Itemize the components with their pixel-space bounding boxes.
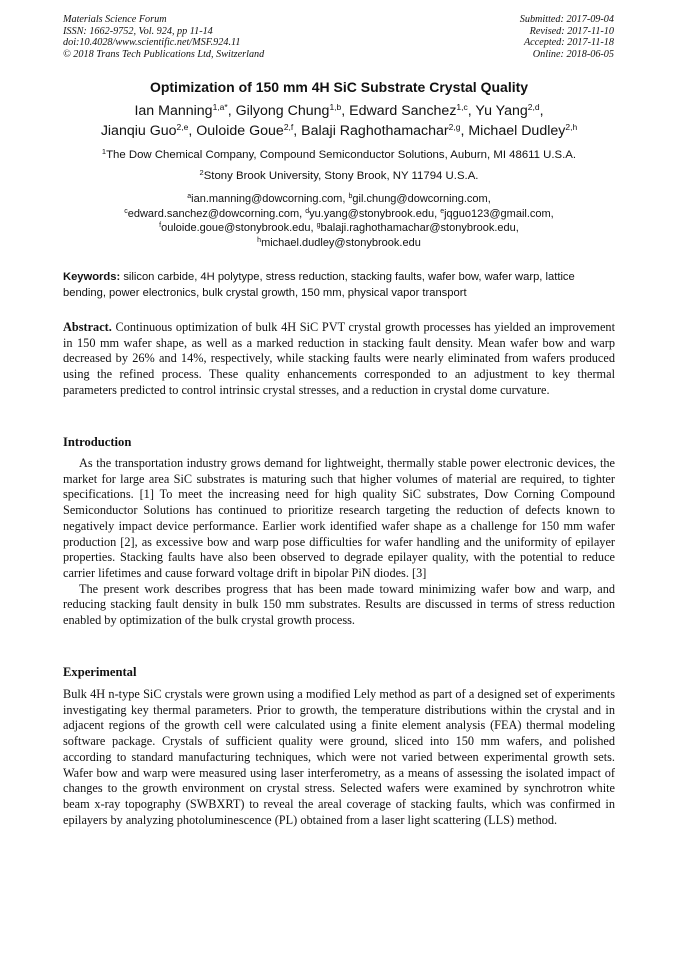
introduction-body bbox=[63, 456, 615, 629]
email-address[interactable]: michael.dudley@stonybrook.edu bbox=[261, 236, 421, 249]
affiliation-text: The Dow Chemical Company, Compound Semiconductor Solutions, Auburn, MI 48611 U.S.A. bbox=[106, 149, 577, 161]
accepted-date: Accepted: 2017-11-18 bbox=[523, 37, 614, 49]
email-address[interactable]: yu.yang@stonybrook.edu bbox=[309, 207, 435, 220]
email-address[interactable]: balaji.raghothamachar@stonybrook.edu bbox=[320, 222, 516, 234]
author-affiliation-mark: 2,d bbox=[527, 102, 540, 112]
submitted-date: Submitted: 2017-09-04 bbox=[519, 14, 614, 25]
email-mark: a bbox=[187, 193, 192, 200]
paper-title: Optimization of 150 mm 4H SiC Substrate Crystal Quality bbox=[149, 79, 529, 95]
revised-date: Revised: 2017-11-10 bbox=[529, 25, 614, 37]
author-affiliation-mark: 2,g bbox=[448, 122, 461, 132]
introduction-heading: Introduction bbox=[63, 435, 132, 449]
author-name: Yu Yang bbox=[475, 103, 528, 119]
email-mark: b bbox=[348, 193, 353, 200]
email-mark: d bbox=[305, 207, 310, 215]
email-mark: c bbox=[124, 207, 128, 215]
author-affiliation-mark: 1,c bbox=[456, 102, 468, 112]
author-affiliation-mark: 2,f bbox=[283, 122, 294, 132]
online-date: Online: 2018-06-05 bbox=[532, 48, 614, 60]
abstract-label: Abstract. bbox=[63, 320, 112, 334]
affiliation-1 bbox=[0, 149, 678, 161]
paragraph: The present work describes progress that has been made toward minimizing wafer bow and warp, and reducing stacking fault density in bulk 150 mm substrates. Results are discussed in terms of stress reduction enabled by optimization of the bulk crystal growth process. bbox=[63, 581, 615, 628]
copyright-line: © 2018 Trans Tech Publications Ltd, Switzerland bbox=[63, 48, 265, 60]
email-mark: e bbox=[440, 207, 445, 215]
keywords bbox=[63, 270, 616, 301]
email-list: $^a$ian.manning@dowcorning.com, $^b$gil.chung@dowcorning.com, $^c$edward.sanchez@dowcorning.com, $^d$yu.yang@stonybrook.edu, $^e$jqguo123@gmail.com, $^f$ouloide.goue@stonybrook.edu, $^g$balaji.raghothamachar@stonybrook.edu, $^h$michael.dudley@stonybrook.edu bbox=[124, 193, 554, 249]
author-affiliation-mark: 1,a* bbox=[212, 102, 228, 112]
author-name: Michael Dudley bbox=[468, 123, 566, 139]
author-list: Ian Manning$^{1,a*}$, Gilyong Chung$^{1,b}$, Edward Sanchez$^{1,c}$, Yu Yang$^{2,d}$, Jianqiu Guo$^{2,e}$, Ouloide Goue$^{2,f}$, Balaji Raghothamachar$^{2,g}$, Michael Dudley$^{2,h}$ bbox=[100, 102, 578, 139]
doi-line: doi:10.4028/www.scientific.net/MSF.924.11 bbox=[63, 37, 241, 49]
author-name: Gilyong Chung bbox=[235, 103, 330, 119]
keywords-text: silicon carbide, 4H polytype, stress reduction, stacking faults, wafer bow, wafer warp, lattice bending, power electronics, bulk crystal growth, 150 mm, physical vapor transport bbox=[63, 271, 575, 299]
abstract-text: Continuous optimization of bulk 4H SiC PVT crystal growth processes has yielded an improvement in 150 mm wafer shape, as well as a marked reduction in stacking fault density. Mean wafer bow and warp decreased by 26% and 14%, respectively, while stacking faults were nearly eliminated from wafers produced using the refined process. These quality enhancements corresponded to an adjustment to key thermal parameters predicted to control intrinsic crystal stresses, and a reduction in crystal dome curvature. bbox=[63, 320, 615, 397]
affiliation-text: Stony Brook University, Stony Brook, NY 11794 U.S.A. bbox=[203, 170, 479, 182]
keywords-label: Keywords: bbox=[63, 271, 121, 283]
email-mark: g bbox=[316, 222, 321, 229]
journal-name: Materials Science Forum bbox=[63, 14, 167, 25]
author-name: Ian Manning bbox=[134, 103, 213, 119]
email-mark: h bbox=[257, 236, 262, 244]
issn-line: ISSN: 1662-9752, Vol. 924, pp 11-14 bbox=[63, 25, 213, 37]
dates-header bbox=[520, 14, 614, 60]
author-name: Ouloide Goue bbox=[196, 123, 284, 139]
email-address[interactable]: ian.manning@dowcorning.com bbox=[191, 193, 343, 205]
paragraph: Bulk 4H n-type SiC crystals were grown using a modified Lely method as part of a designed set of experiments investigating key thermal parameters. Prior to growth, the temperature distributions within the crystal and in adjacent regions of the growth cell were calculated using a finite element analysis (FEA) thermal modeling software package. Crystals of sufficient quality were ground, sliced into 150 mm wafers, and polished according to standard manufacturing techniques, which were not varied between experimental growth sets. Wafer bow and warp were measured using laser interferometry, as a means of assessing the isolated impact of changes to the growth environment on crystal stress. Selected wafers were examined by synchrotron white beam x-ray topography (SWBXRT) to reveal the areal coverage of stacking faults, which was confirmed in epilayers by analyzing photoluminescence (PL) obtained from a laser light scattering (LLS) method. bbox=[63, 687, 615, 827]
experimental-heading: Experimental bbox=[63, 665, 137, 679]
affiliation-mark: 2 bbox=[199, 168, 204, 177]
email-address[interactable]: gil.chung@dowcorning.com bbox=[352, 193, 488, 205]
email-address[interactable]: edward.sanchez@dowcorning.com bbox=[127, 207, 300, 220]
author-name: Edward Sanchez bbox=[349, 103, 457, 119]
author-affiliation-mark: 1,b bbox=[329, 102, 342, 112]
affiliation-mark: 1 bbox=[101, 147, 107, 156]
author-name: Jianqiu Guo bbox=[100, 123, 177, 139]
email-mark: f bbox=[159, 222, 162, 229]
author-affiliation-mark: 2,e bbox=[176, 122, 189, 132]
paragraph: As the transportation industry grows demand for lightweight, thermally stable power electronic devices, the market for large area SiC substrates is maturing such that higher volumes of material are required, to tighter specifications. [1] To meet the increasing need for high quality SiC substrates, Dow Corning Compound Semiconductor Solutions has continued to prioritize research targeting the reduction of defects known to negatively impact device performance. Earlier work identified wafer shape as a challenge for 150 mm wafer production [2], as excessive bow and warp pose difficulties for wafer handling and the uniformity of epilayer properties. Stacking faults have also been observed to degrade epilayer quality, with the potential to reduce carrier lifetimes and cause forward voltage drift in bipolar PiN diodes. [3] bbox=[63, 456, 615, 580]
author-affiliation-mark: 2,h bbox=[565, 122, 578, 132]
experimental-body bbox=[63, 687, 615, 828]
author-name: Balaji Raghothamachar bbox=[301, 123, 449, 139]
affiliation-2 bbox=[0, 170, 678, 182]
abstract bbox=[63, 320, 615, 399]
journal-header bbox=[63, 14, 264, 60]
email-address[interactable]: jqguo123@gmail.com bbox=[444, 207, 551, 220]
email-address[interactable]: ouloide.goue@stonybrook.edu bbox=[161, 222, 311, 234]
